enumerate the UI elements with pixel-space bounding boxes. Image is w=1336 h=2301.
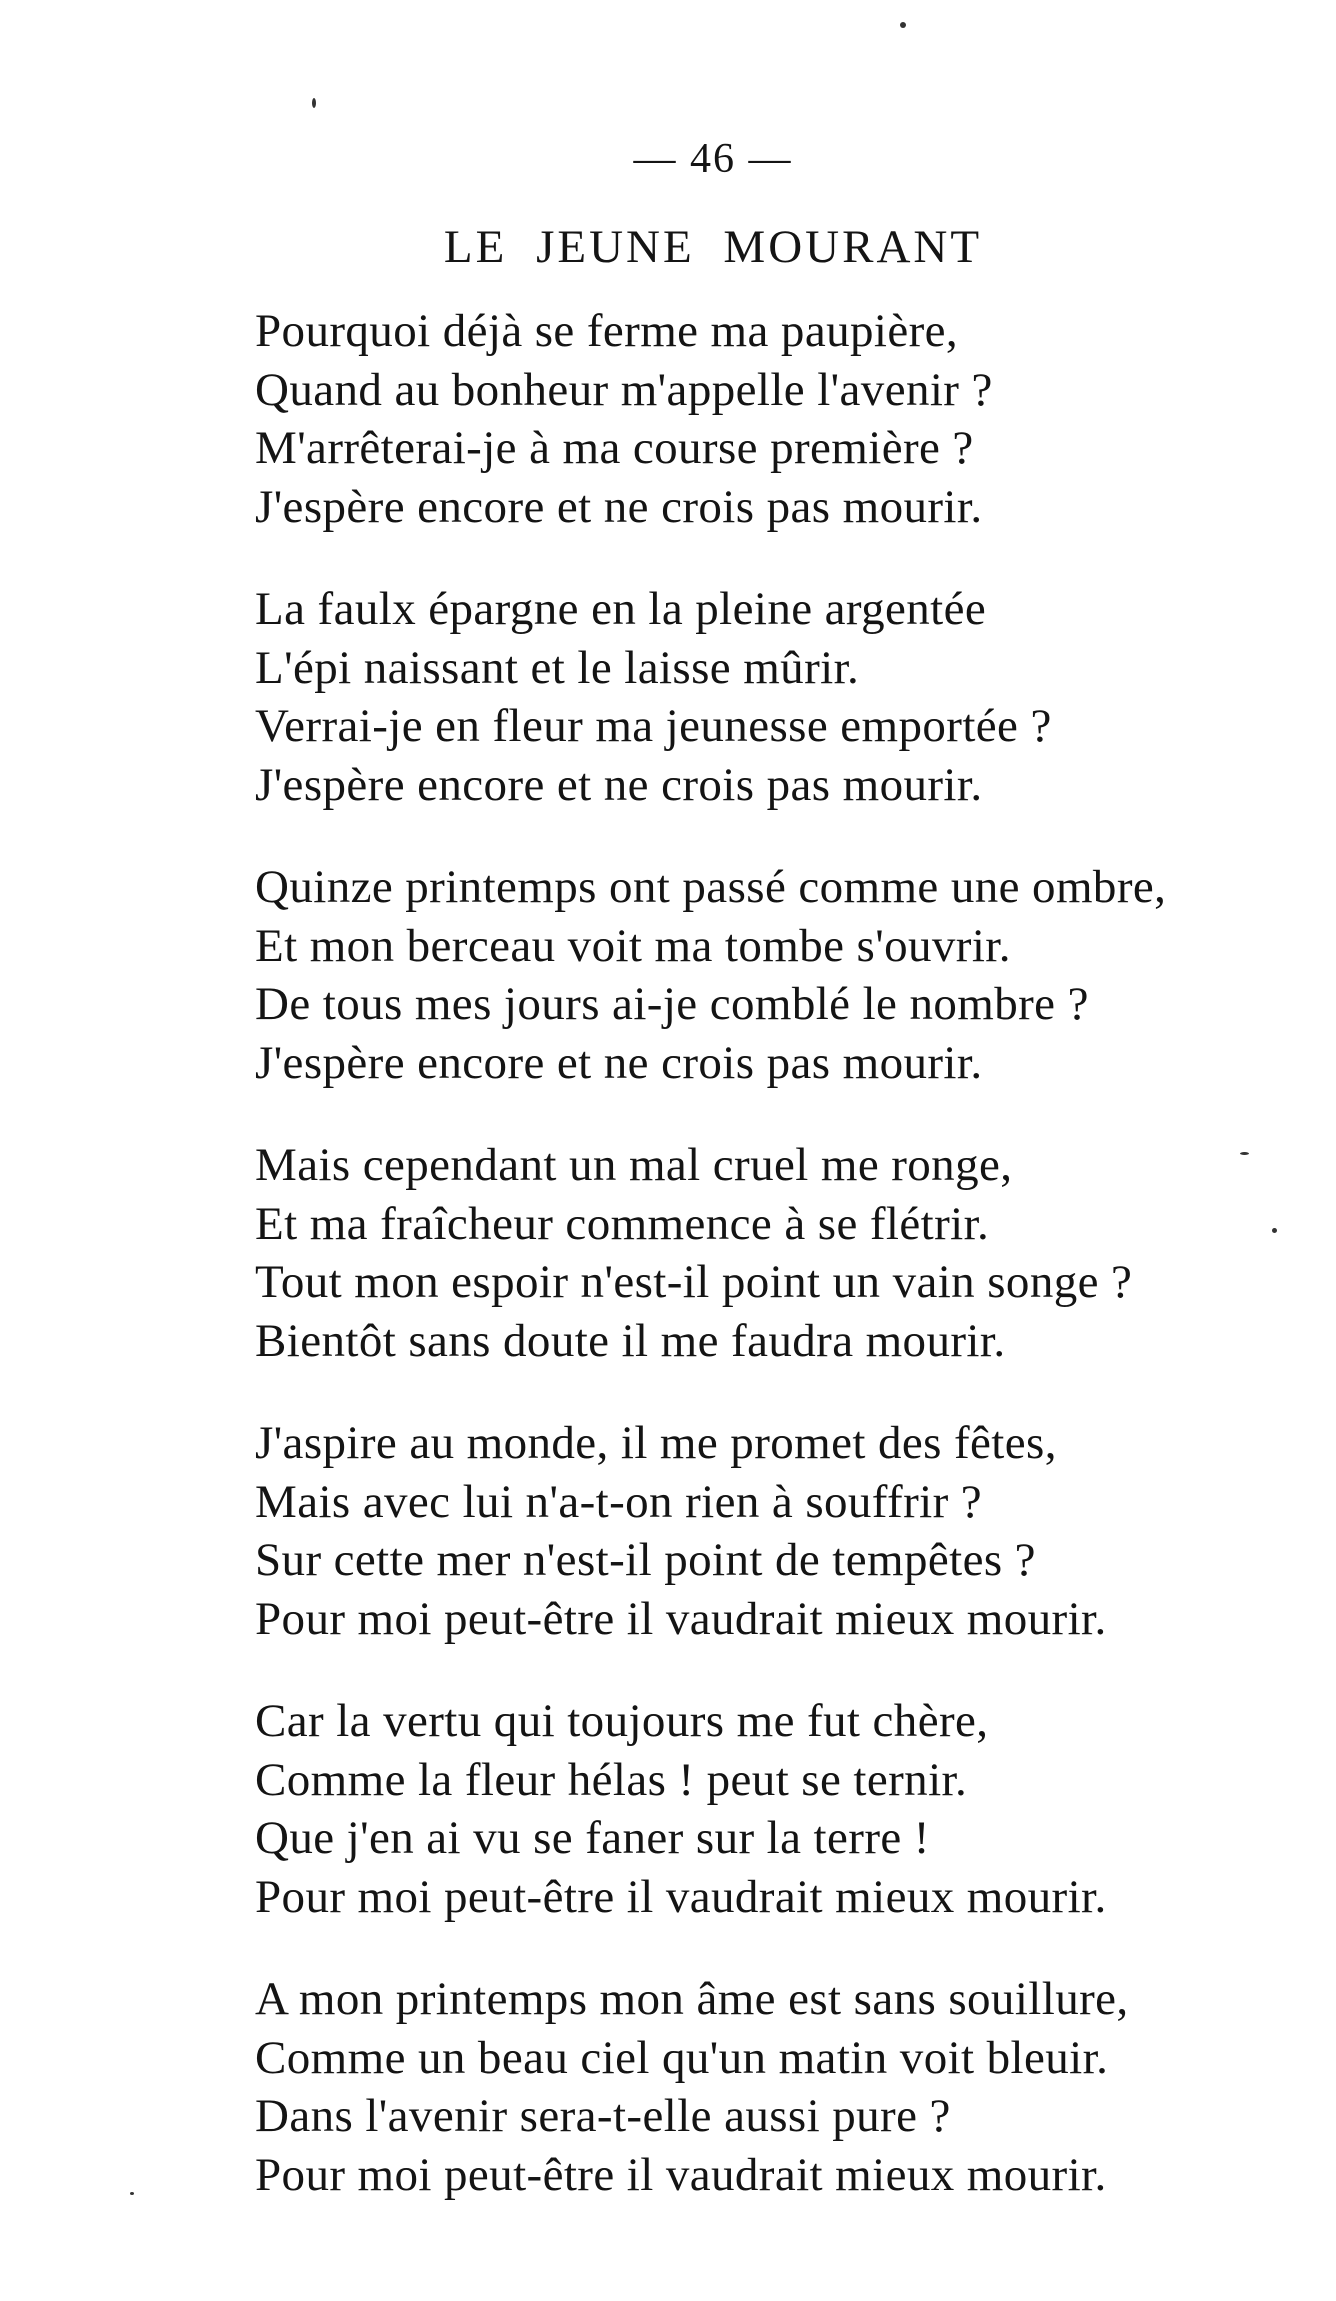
poem-line: Que j'en ai vu se faner sur la terre ! [255,1812,930,1864]
stanza-6 [255,1692,1295,1926]
poem-line: Verrai-je en fleur ma jeunesse emportée ? [255,700,1052,752]
stanza-3 [255,858,1295,1092]
poem-line: Pour moi peut-être il vaudrait mieux mourir. [255,2148,1107,2201]
poem-line: J'espère encore et ne crois pas mourir. [255,758,983,811]
poem-line: Bientôt sans doute il me faudra mourir. [255,1314,1006,1367]
poem-title: LE JEUNE MOURANT [443,221,983,273]
poem-line: Pour moi peut-être il vaudrait mieux mourir. [255,1870,1107,1923]
poem-line: La faulx épargne en la pleine argentée [255,583,987,635]
poem-line: Comme un beau ciel qu'un matin voit bleuir. [255,2031,1109,2084]
poem-line: Mais cependant un mal cruel me ronge, [255,1139,1013,1191]
poem-line: Tout mon espoir n'est-il point un vain songe ? [255,1256,1133,1308]
poem-line: Comme la fleur hélas ! peut se ternir. [255,1753,968,1806]
stanza-4 [255,1136,1295,1370]
stanza-7 [255,1970,1295,2204]
poem-line: Sur cette mer n'est-il point de tempêtes ? [255,1534,1036,1586]
print-speck [900,22,906,28]
stanza-1 [255,302,1295,536]
page-number: — 46 — [633,136,793,182]
poem-line: Mais avec lui n'a-t-on rien à souffrir ? [255,1475,983,1528]
poem-line: J'espère encore et ne crois pas mourir. [255,1036,983,1089]
print-speck [130,2192,134,2195]
stanza-5 [255,1414,1295,1648]
poem-body [255,302,1295,2248]
poem-line: J'aspire au monde, il me promet des fêtes, [255,1417,1057,1469]
poem-line: Car la vertu qui toujours me fut chère, [255,1695,989,1747]
poem-line: Et mon berceau voit ma tombe s'ouvrir. [255,919,1011,972]
stanza-2 [255,580,1295,814]
poem-line: Et ma fraîcheur commence à se flétrir. [255,1197,990,1250]
poem-line: Quand au bonheur m'appelle l'avenir ? [255,363,993,416]
poem-line: J'espère encore et ne crois pas mourir. [255,480,983,533]
print-speck [312,98,316,108]
poem-line: L'épi naissant et le laisse mûrir. [255,641,860,694]
poem-line: Dans l'avenir sera-t-elle aussi pure ? [255,2090,951,2142]
poem-line: Quinze printemps ont passé comme une ombre, [255,861,1167,913]
poem-line: Pour moi peut-être il vaudrait mieux mourir. [255,1592,1107,1645]
poem-line: De tous mes jours ai-je comblé le nombre ? [255,978,1089,1030]
poem-line: Pourquoi déjà se ferme ma paupière, [255,305,959,357]
poem-line: M'arrêterai-je à ma course première ? [255,422,974,474]
poem-line: A mon printemps mon âme est sans souillure, [255,1973,1129,2025]
